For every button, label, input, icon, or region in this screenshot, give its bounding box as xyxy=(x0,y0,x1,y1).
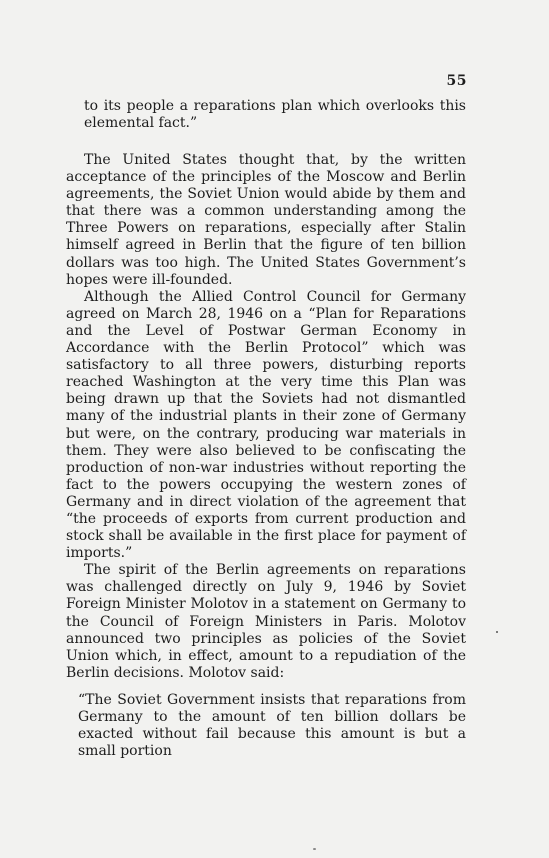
paragraph-allied-control-council: Although the Allied Control Council for Germany agreed on March 28, 1946 on a “Plan for Reparations and the Level of Postwar German Economy in Accordance with the Berlin Protocol” which was satisfactory to all three powers, disturbing reports reached Washington at the very time this Plan was being drawn up that the Soviets had not dismantled many of the industrial plants in their zone of Germany but were, on the contrary, producing war materials in them. They were also believed to be confiscating the production of non-war industries without reporting the fact to the powers occupying the western zones of Germany and in direct violation of the agreement that “the proceeds of exports from current production and stock shall be available in the first place for payment of imports.” xyxy=(66,288,466,562)
paper-speck xyxy=(313,848,316,850)
molotov-quote xyxy=(78,692,466,760)
page-number: 55 xyxy=(446,73,467,89)
molotov-quote-text: “The Soviet Government insists that reparations from Germany to the amount of ten billion dollars be exacted without fail because this amount is but a small portion xyxy=(78,692,466,760)
paper-speck xyxy=(496,631,498,633)
quote-continuation-text: to its people a reparations plan which overlooks this elemental fact.” xyxy=(84,98,466,132)
paragraph-molotov-statement: The spirit of the Berlin agreements on reparations was challenged directly on July 9, 1946 by Soviet Foreign Minister Molotov in a statement on Germany to the Council of Foreign Ministers in Paris. Molotov announced two principles as policies of the Soviet Union which, in effect, amount to a repudiation of the Berlin decisions. Molotov said: xyxy=(66,562,466,681)
quote-continuation xyxy=(84,98,466,132)
paragraph-us-expectations: The United States thought that, by the written acceptance of the principles of the Moscow and Berlin agreements, the Soviet Union would abide by them and that there was a common understanding among the Three Powers on reparations, especially after Stalin himself agreed in Berlin that the figure of ten billion dollars was too high. The United States Government’s hopes were ill-founded. xyxy=(66,152,466,288)
body-text xyxy=(66,152,466,682)
